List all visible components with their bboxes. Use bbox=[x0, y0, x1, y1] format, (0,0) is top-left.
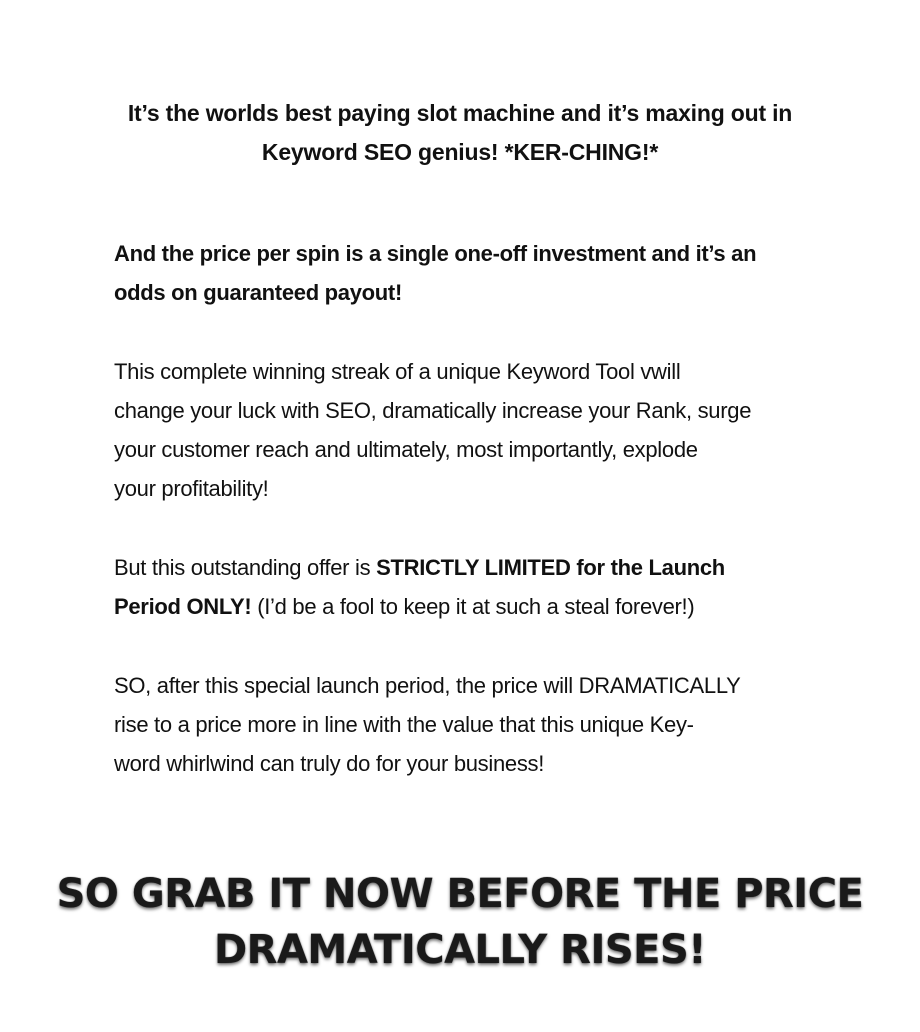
cta-line-1: SO GRAB IT NOW BEFORE THE PRICE bbox=[56, 871, 864, 917]
paragraph-line: rise to a price more in line with the value that this unique Key- bbox=[114, 712, 694, 737]
paragraph-line: your customer reach and ultimately, most importantly, explode bbox=[114, 437, 698, 462]
paragraph-price-per-spin bbox=[114, 234, 824, 312]
paragraph-line: This complete winning streak of a unique Keyword Tool vwill bbox=[114, 359, 681, 384]
paragraph-winning-streak bbox=[114, 352, 824, 508]
paragraph-text: But this outstanding offer is bbox=[114, 555, 377, 580]
paragraph-price-rise bbox=[114, 666, 824, 783]
call-to-action-heading bbox=[40, 866, 880, 978]
headline-line-2: Keyword SEO genius! *KER-CHING!* bbox=[261, 139, 659, 165]
paragraph-line: change your luck with SEO, dramatically increase your Rank, surge bbox=[114, 398, 752, 423]
paragraph-line: word whirlwind can truly do for your business! bbox=[114, 751, 545, 776]
paragraph-line: And the price per spin is a single one-off investment and it’s an bbox=[114, 241, 757, 266]
paragraph-line bbox=[114, 587, 824, 626]
paragraph-line: SO, after this special launch period, the price will DRAMATICALLY bbox=[114, 673, 741, 698]
paragraph-line bbox=[114, 548, 824, 587]
paragraph-line: odds on guaranteed payout! bbox=[114, 280, 402, 305]
paragraph-limited-offer bbox=[114, 548, 824, 626]
paragraph-text: (I’d be a fool to keep it at such a steal forever!) bbox=[251, 594, 695, 619]
paragraph-line: your profitability! bbox=[114, 476, 269, 501]
emphasis-text: Period ONLY! bbox=[114, 594, 252, 619]
emphasis-text: STRICTLY LIMITED for the Launch bbox=[376, 555, 725, 580]
headline-line-1: It’s the worlds best paying slot machine and it’s maxing out in bbox=[127, 100, 793, 126]
cta-line-2: DRAMATICALLY RISES! bbox=[213, 927, 707, 973]
headline bbox=[70, 94, 850, 172]
